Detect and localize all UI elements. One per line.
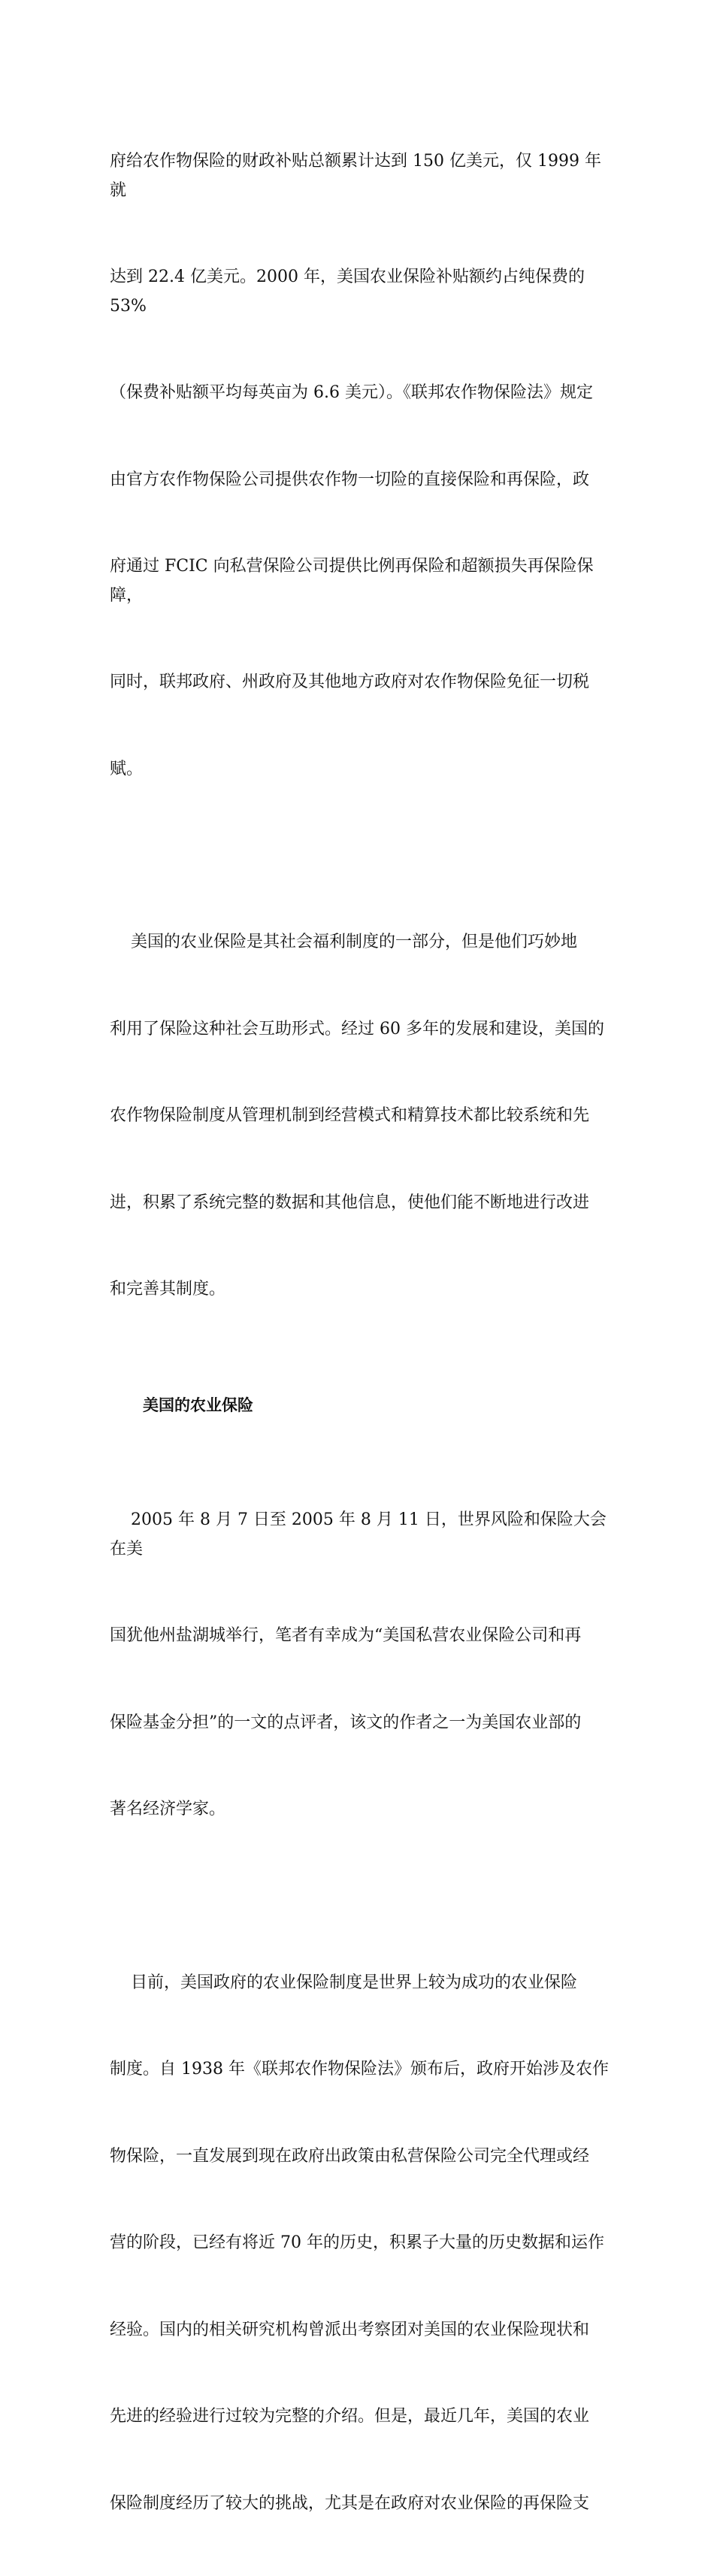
text-line: 著名经济学家。 [110, 1795, 609, 1825]
text-line: 同时，联邦政府、州政府及其他地方政府对农作物保险免征一切税 [110, 668, 609, 697]
paragraph-current-system [110, 1911, 609, 2576]
text-line: 目前，美国政府的农业保险制度是世界上较为成功的农业保险 [110, 1969, 609, 1998]
text-line: 由官方农作物保险公司提供农作物一切险的直接保险和再保险，政 [110, 466, 609, 495]
text-line: 府通过 FCIC 向私营保险公司提供比例再保险和超额损失再保险保障， [110, 552, 609, 610]
document-body [110, 89, 609, 2576]
text-line: 先进的经验进行过较为完整的介绍。但是，最近几年，美国的农业 [110, 2402, 609, 2432]
paragraph-spacer [110, 1882, 609, 1911]
text-line: 达到 22.4 亿美元。2000 年，美国农业保险补贴额约占纯保费的 53% [110, 263, 609, 321]
text-line: 保险基金分担”的一文的点评者，该文的作者之一为美国农业部的 [110, 1709, 609, 1738]
paragraph-conference [110, 1448, 609, 1882]
text-line: 物保险，一直发展到现在政府出政策由私营保险公司完全代理或经 [110, 2142, 609, 2172]
text-line: 农作物保险制度从管理机制到经营模式和精算技术都比较系统和先 [110, 1102, 609, 1131]
paragraph-subsidy [110, 89, 609, 842]
text-line: 制度。自 1938 年《联邦农作物保险法》颁布后，政府开始涉及农作 [110, 2055, 609, 2085]
text-line: 2005 年 8 月 7 日至 2005 年 8 月 11 日，世界风险和保险大会在美 [110, 1506, 609, 1564]
paragraph-spacer [110, 1362, 609, 1391]
section-heading: 美国的农业保险 [110, 1391, 609, 1420]
text-line: 经验。国内的相关研究机构曾派出考察团对美国的农业保险现状和 [110, 2316, 609, 2345]
text-line: 保险制度经历了较大的挑战，尤其是在政府对农业保险的再保险支 [110, 2490, 609, 2519]
paragraph-welfare [110, 870, 609, 1362]
text-line: 营的阶段，已经有将近 70 年的历史，积累子大量的历史数据和运作 [110, 2229, 609, 2258]
text-line: 利用了保险这种社会互助形式。经过 60 多年的发展和建设，美国的 [110, 1015, 609, 1045]
paragraph-spacer [110, 842, 609, 870]
text-line: 赋。 [110, 755, 609, 785]
text-line: 美国的农业保险是其社会福利制度的一部分，但是他们巧妙地 [110, 928, 609, 957]
paragraph-spacer [110, 1420, 609, 1448]
text-line: 国犹他州盐湖城举行，笔者有幸成为“美国私营农业保险公司和再 [110, 1622, 609, 1651]
document-page [0, 0, 714, 1010]
text-line: 进，积累了系统完整的数据和其他信息，使他们能不断地进行改进 [110, 1189, 609, 1218]
text-line: 和完善其制度。 [110, 1275, 609, 1305]
text-line: 府给农作物保险的财政补贴总额累计达到 150 亿美元，仅 1999 年就 [110, 147, 609, 205]
text-line: （保费补贴额平均每英亩为 6.6 美元）。《联邦农作物保险法》规定 [110, 379, 609, 408]
